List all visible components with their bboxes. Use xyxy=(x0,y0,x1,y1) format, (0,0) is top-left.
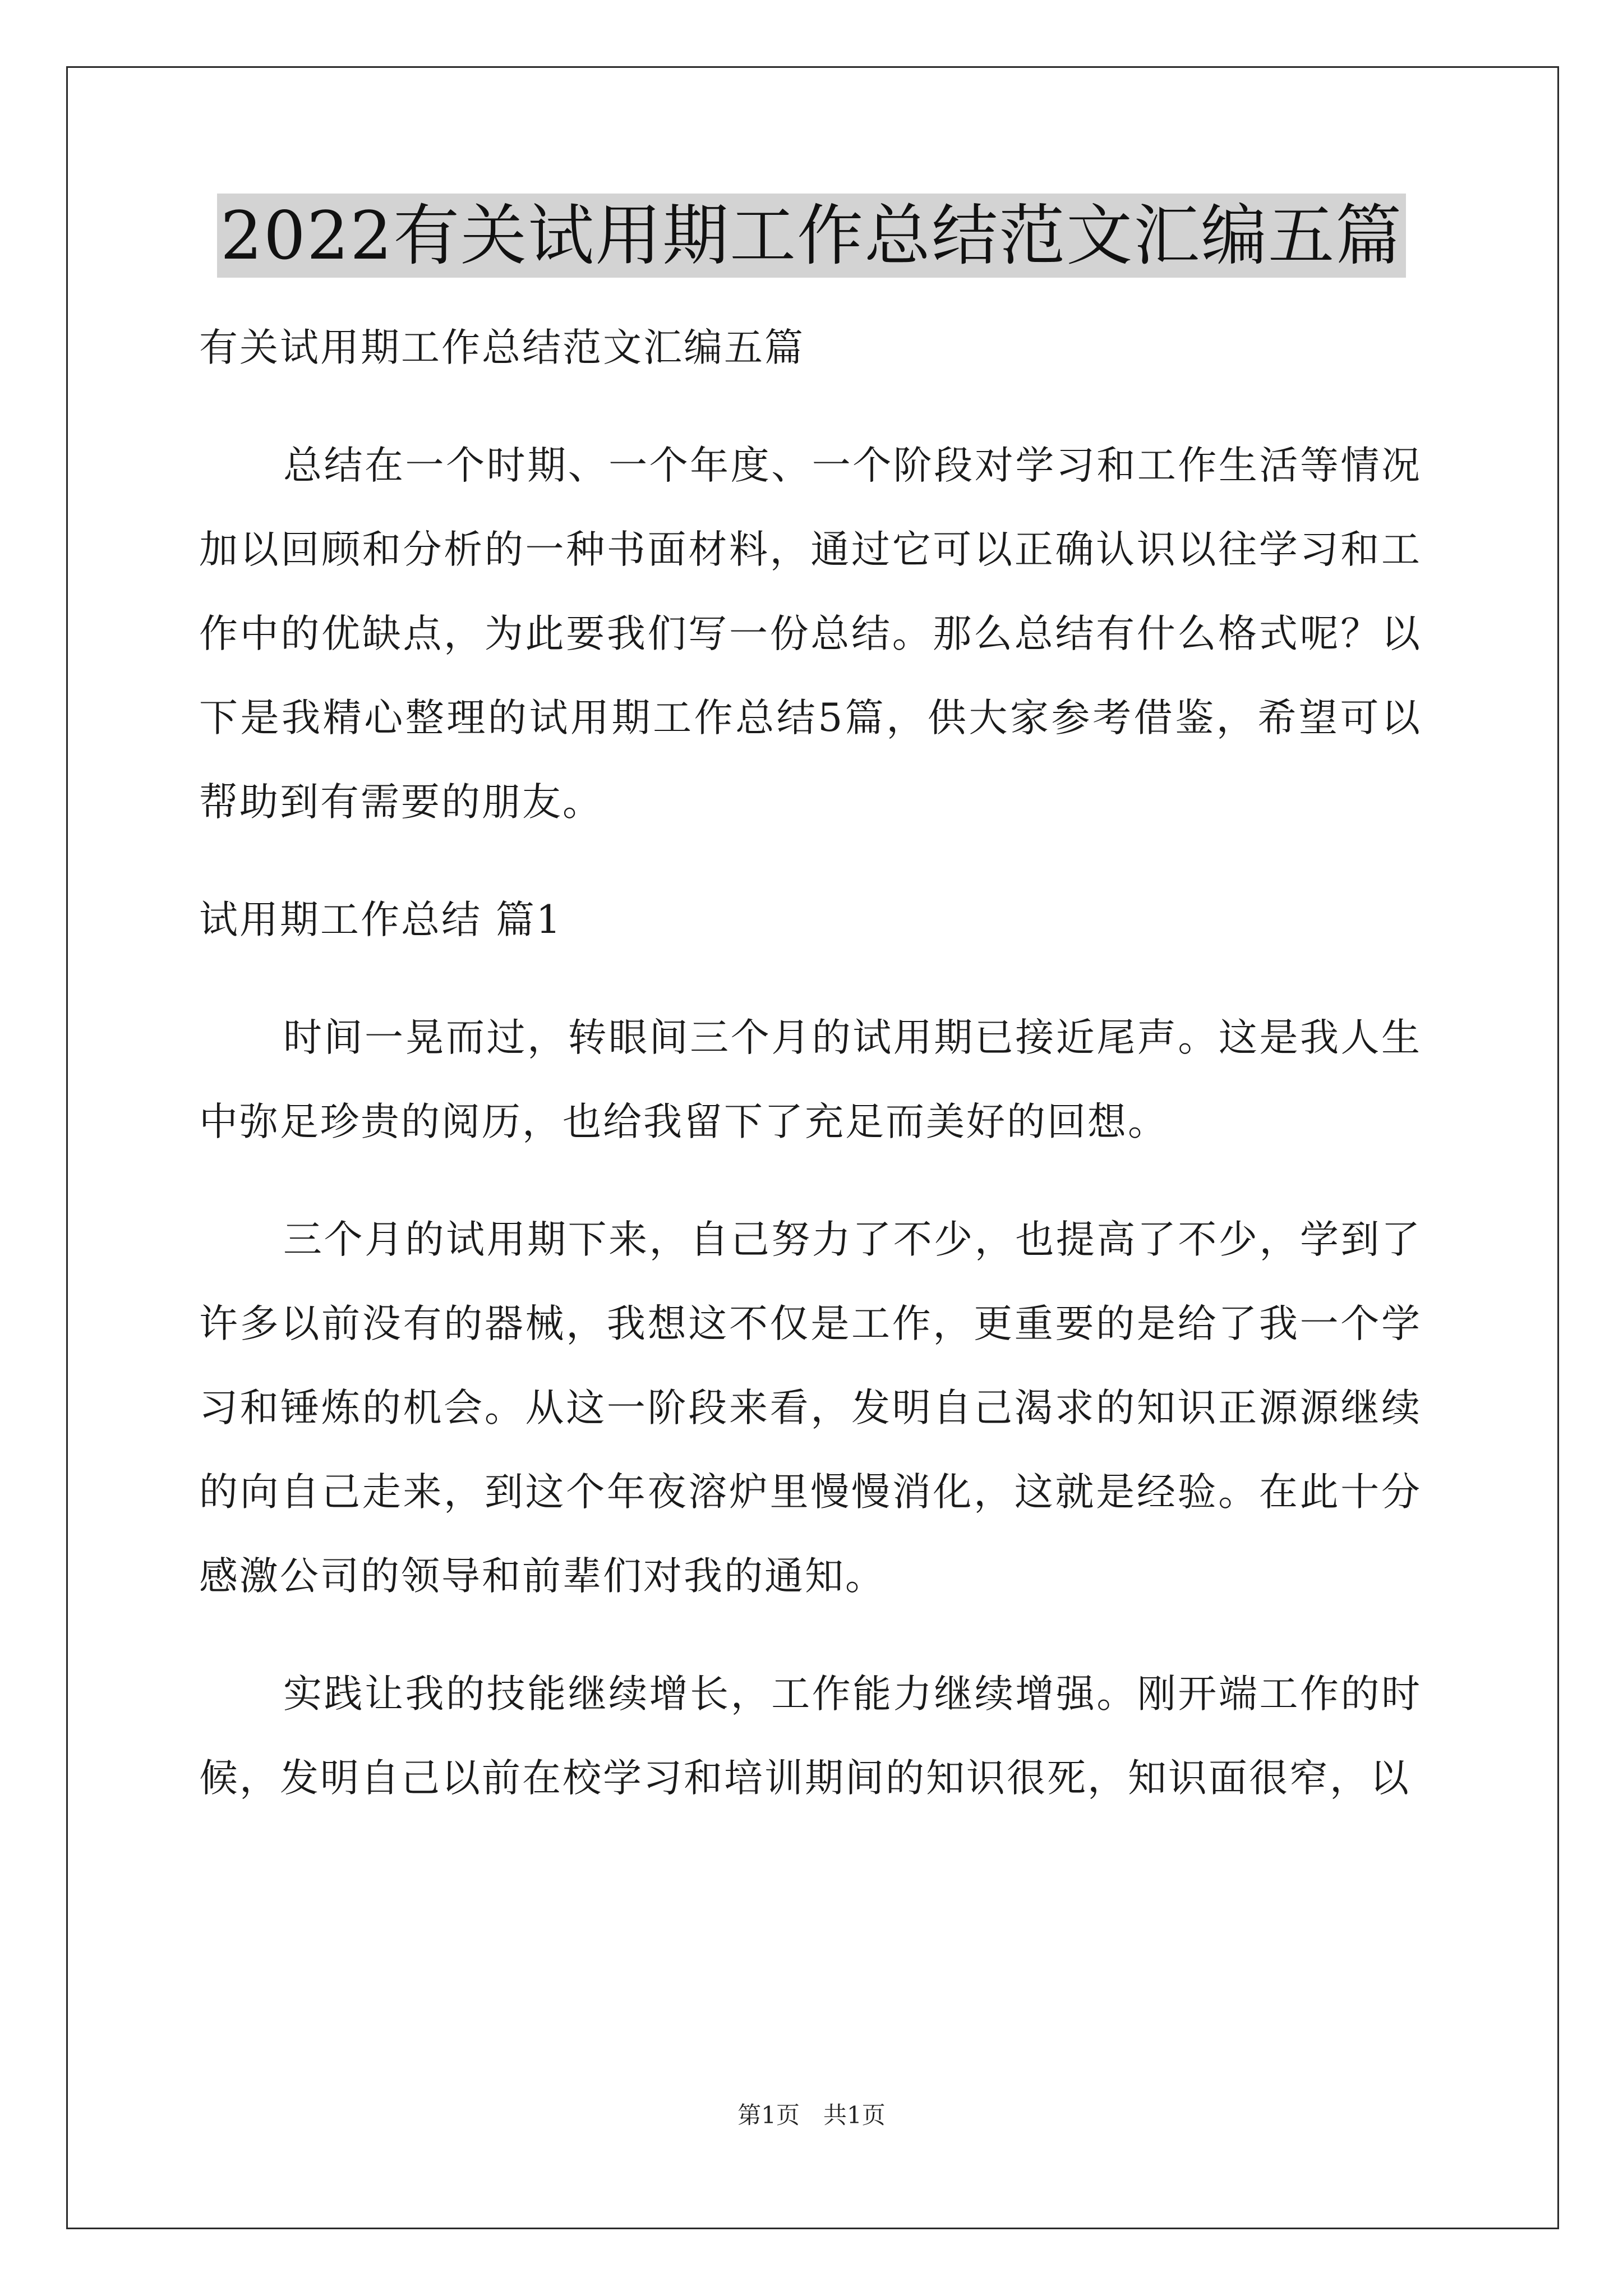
document-body xyxy=(199,306,1422,1854)
document-title: 2022有关试用期工作总结范文汇编五篇 xyxy=(217,194,1406,278)
paragraph: 三个月的试用期下来，自己努力了不少，也提高了不少，学到了许多以前没有的器械，我想这不仅是工作，更重要的是给了我一个学习和锤炼的机会。从这一阶段来看，发明自己渴求的知识正源源继续的向自己走来，到这个年夜溶炉里慢慢消化，这就是经验。在此十分感激公司的领导和前辈们对我的通知。 xyxy=(199,1217,1422,1599)
paragraph: 总结在一个时期、一个年度、一个阶段对学习和工作生活等情况加以回顾和分析的一种书面材料，通过它可以正确认识以往学习和工作中的优缺点，为此要我们写一份总结。那么总结有什么格式呢？以下是我精心整理的试用期工作总结5篇，供大家参考借鉴，希望可以帮助到有需要的朋友。 xyxy=(199,443,1422,825)
paragraph: 有关试用期工作总结范文汇编五篇 xyxy=(199,325,805,370)
paragraph: 时间一晃而过，转眼间三个月的试用期已接近尾声。这是我人生中弥足珍贵的阅历，也给我留下了充足而美好的回想。 xyxy=(199,1015,1422,1144)
paragraph: 实践让我的技能继续增长，工作能力继续增强。刚开端工作的时候，发明自己以前在校学习和培训期间的知识很死，知识面很窄，以 xyxy=(199,1672,1422,1801)
paragraph: 试用期工作总结 篇1 xyxy=(199,898,562,942)
title-container xyxy=(0,194,1623,278)
page-footer: 第1页 共1页 xyxy=(737,2101,886,2129)
